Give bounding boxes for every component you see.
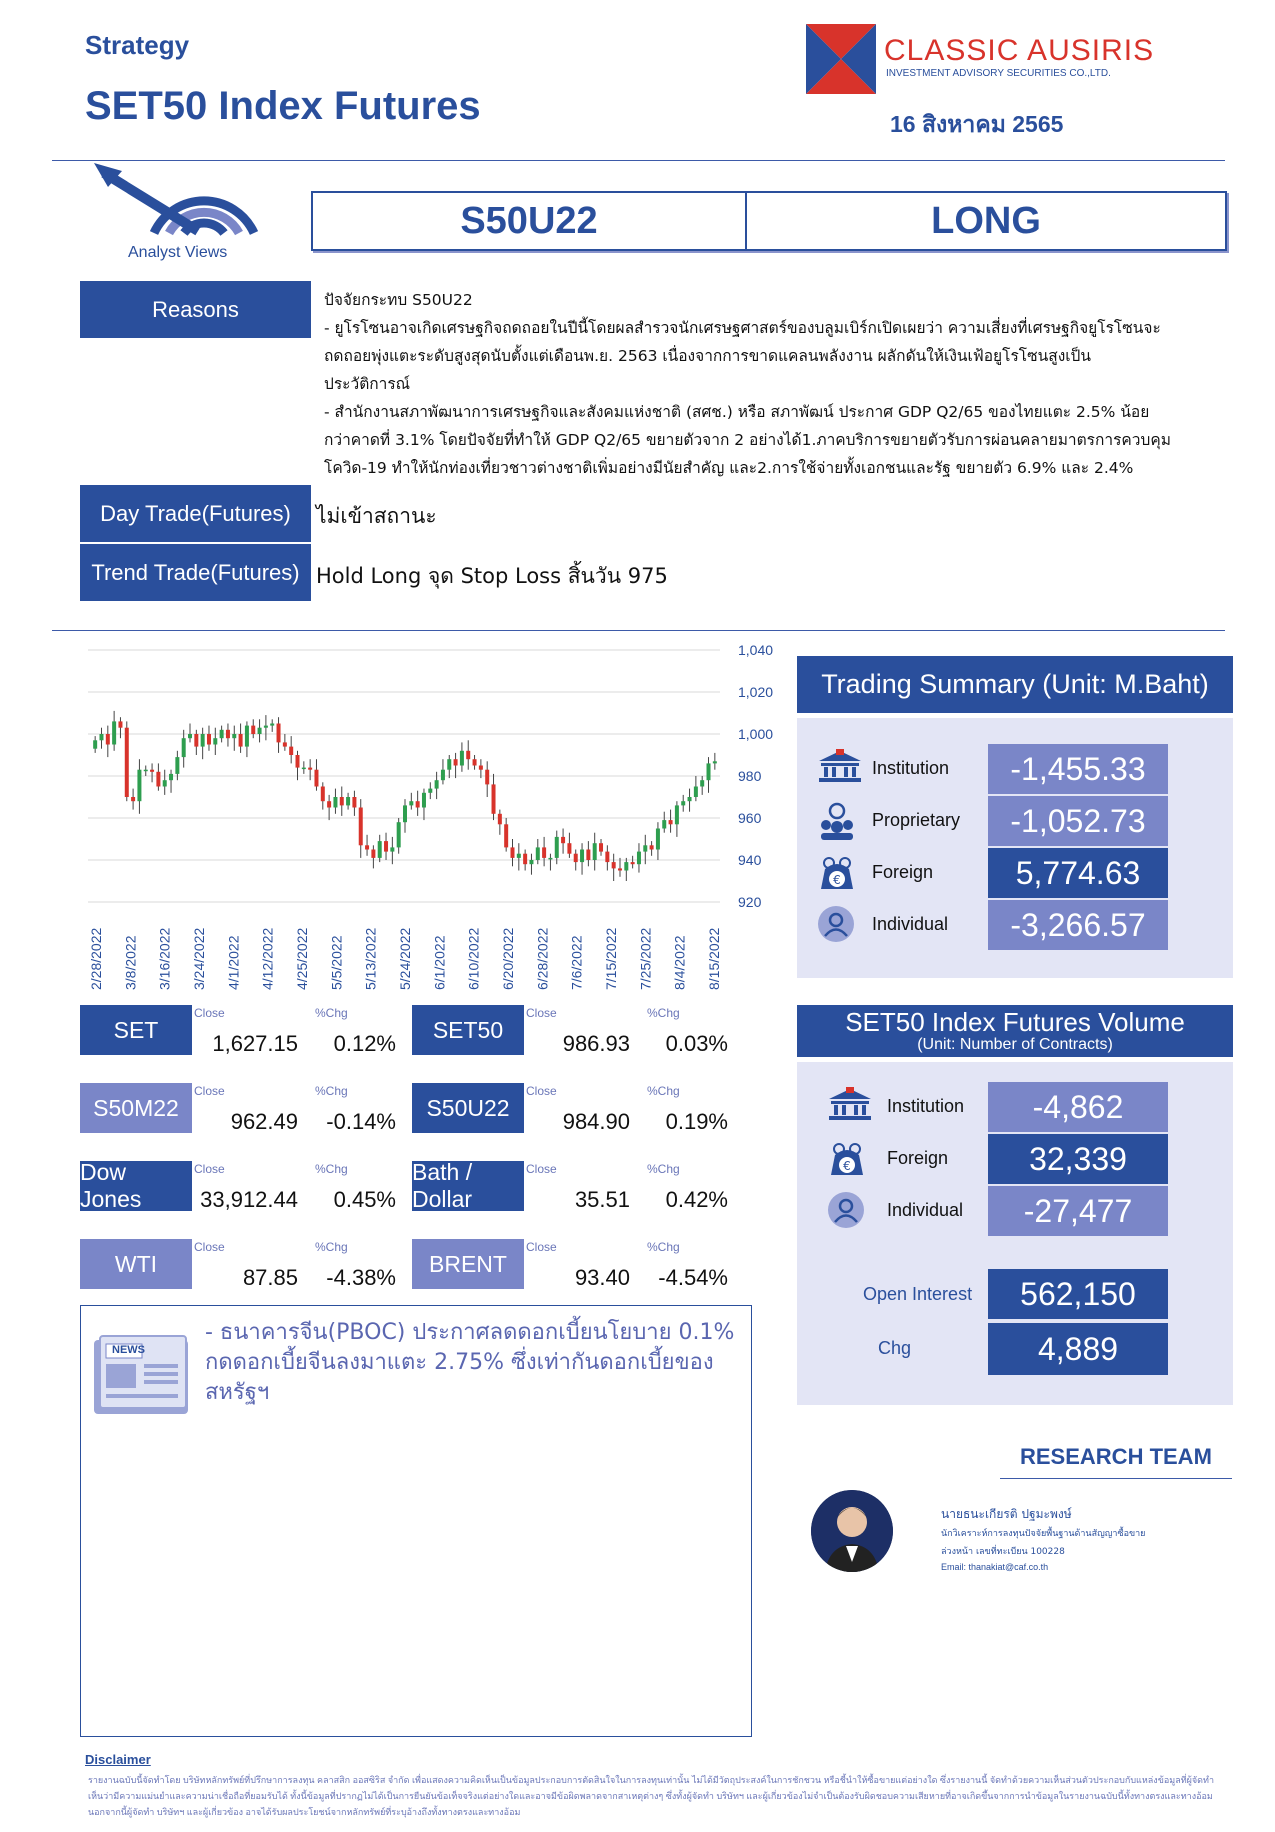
disclaimer-line: นอกจากนี้ผู้จัดทำ บริษัทฯ และผู้เกี่ยวข้อง อาจได้รับผลประโยชน์จากหลักทรัพย์ที่ระบุอ้างถึงทั้งทางตรงและทางอ้อม xyxy=(88,1807,521,1817)
person-icon xyxy=(827,1191,865,1233)
row-value: 32,339 xyxy=(988,1134,1168,1184)
candle-body xyxy=(289,747,293,755)
y-tick-label: 980 xyxy=(738,768,762,784)
candle-body xyxy=(555,837,559,858)
x-tick-label: 7/15/2022 xyxy=(603,927,619,990)
candle-body xyxy=(346,797,350,805)
position-symbol: S50U22 xyxy=(313,193,747,249)
x-tick-label: 5/5/2022 xyxy=(328,935,345,990)
candle-body xyxy=(479,766,483,770)
market-name: WTI xyxy=(80,1239,192,1289)
candle-body xyxy=(586,850,590,861)
candle-body xyxy=(359,808,363,846)
candle-body xyxy=(416,801,420,807)
candle-body xyxy=(106,734,110,745)
x-tick-label: 4/25/2022 xyxy=(294,927,310,990)
reasons-label: Reasons xyxy=(80,281,311,338)
candle-body xyxy=(529,860,533,864)
y-tick-label: 1,000 xyxy=(738,726,774,742)
brand-subtitle: INVESTMENT ADVISORY SECURITIES CO.,LTD. xyxy=(886,68,1111,79)
open-interest-label: Open Interest xyxy=(863,1284,973,1304)
chg-value: 4,889 xyxy=(988,1323,1168,1375)
disclaimer-line: เห็นว่ามีความแม่นยำและความน่าเชื่อถือที่ยอมรับได้ ทั้งนี้ข้อมูลที่ปรากฏไม่ได้เป็นการยืนยันข้อเท็จจริงแต่อย่างใดและอาจมีข้อผิดพลาดจากสาเหตุต่างๆ ซึ่งทั้งผู้จัดทำ บริษัทฯ และผู้เกี่ยวข้องไม่จำเป็นต้องรับผิดชอบความเสียหายที่อาจเกิดขึ้นจากการนำข้อมูลในรายงานฉบับนี้ทั้งทางตรงและทางอ้อม xyxy=(88,1791,1213,1801)
disclaimer-line: รายงานฉบับนี้จัดทำโดย บริษัทหลักทรัพย์ที่ปรึกษาการลงทุน คลาสสิก ออสซิริส จำกัด เพื่อแสดงความคิดเห็นเป็นข้อมูลประกอบการตัดสินใจในการลงทุนเท่านั้น ไม่ได้มีวัตถุประสงค์ในการชักชวน หรือชี้นำให้ซื้อขายแต่อย่างใด ซึ่งรายงานนี้ จัดทำด้วยความเห็นส่วนตัวประกอบกับแหล่งข้อมูลที่ผู้จัดทำ xyxy=(88,1775,1215,1785)
candle-body xyxy=(504,824,508,847)
candle-body xyxy=(277,724,281,743)
x-tick-label: 7/25/2022 xyxy=(637,927,654,990)
reason-line: โควิด-19 ทำให้นักท่องเที่ยวชาวต่างชาติเพิ่มอย่างมีนัยสำคัญ และ2.การใช้จ่ายทั้งเอกชนและรัฐ ขยายตัว 6.9% และ 2.4% xyxy=(324,459,1134,477)
x-tick-label: 4/12/2022 xyxy=(259,927,276,990)
candle-body xyxy=(669,820,673,824)
y-tick-label: 1,020 xyxy=(738,684,774,700)
row-label: Institution xyxy=(887,1096,965,1116)
x-tick-label: 7/6/2022 xyxy=(568,935,585,990)
candle-body xyxy=(220,730,224,738)
chg-value: 0.42% xyxy=(665,1187,728,1212)
y-tick-label: 1,040 xyxy=(738,642,774,658)
x-tick-label: 6/28/2022 xyxy=(534,927,551,990)
candle-body xyxy=(340,797,344,805)
candle-body xyxy=(403,805,407,822)
candle-body xyxy=(194,734,198,747)
money-bag-icon xyxy=(817,853,857,897)
candle-body xyxy=(409,801,413,805)
x-tick-label: 6/20/2022 xyxy=(500,927,516,990)
candle-body xyxy=(352,797,356,808)
brand-name: CLASSIC AUSIRIS xyxy=(884,34,1155,67)
candle-body xyxy=(390,847,394,851)
candle-body xyxy=(536,847,540,860)
y-tick-label: 940 xyxy=(738,852,762,868)
reason-line: ประวัติการณ์ xyxy=(324,375,411,393)
row-label: Individual xyxy=(887,1200,964,1220)
candle-body xyxy=(207,734,211,745)
position-box xyxy=(311,191,1227,251)
futures-volume-subtitle: (Unit: Number of Contracts) xyxy=(917,1036,1113,1053)
candle-body xyxy=(466,751,470,759)
close-caption: Close xyxy=(526,1006,557,1020)
candle-body xyxy=(112,721,116,744)
candle-body xyxy=(365,845,369,849)
candle-body xyxy=(182,738,186,757)
news-icon-label: NEWS xyxy=(112,1344,145,1356)
market-name: Bath / Dollar xyxy=(412,1161,524,1211)
candle-body xyxy=(137,770,141,802)
disclaimer-title: Disclaimer xyxy=(85,1752,151,1767)
candle-body xyxy=(574,854,578,862)
chg-value: 0.12% xyxy=(333,1031,396,1056)
x-tick-label: 4/1/2022 xyxy=(225,935,242,990)
market-name: S50M22 xyxy=(80,1083,192,1133)
candle-body xyxy=(378,841,382,858)
candle-body xyxy=(510,847,514,858)
reason-line: ปัจจัยกระทบ S50U22 xyxy=(324,291,473,309)
candle-body xyxy=(264,726,268,728)
candle-body xyxy=(327,801,331,807)
futures-volume-header xyxy=(797,1005,1233,1057)
candle-body xyxy=(239,734,243,747)
candle-body xyxy=(580,850,584,863)
candle-body xyxy=(688,797,692,801)
x-tick-label: 3/16/2022 xyxy=(156,927,173,990)
candle-body xyxy=(435,780,439,788)
brand-logo xyxy=(806,24,876,94)
x-tick-label: 3/24/2022 xyxy=(191,927,207,990)
candle-body xyxy=(245,726,249,747)
close-value: 962.49 xyxy=(230,1109,298,1134)
candle-body xyxy=(460,751,464,766)
x-tick-label: 2/28/2022 xyxy=(88,927,104,990)
open-interest-value: 562,150 xyxy=(988,1269,1168,1319)
candle-body xyxy=(548,858,552,860)
candle-body xyxy=(656,829,660,850)
chg-caption: %Chg xyxy=(647,1084,680,1098)
candle-body xyxy=(422,793,426,808)
row-label: Individual xyxy=(872,914,949,934)
y-tick-label: 920 xyxy=(738,894,762,910)
day-trade-label: Day Trade(Futures) xyxy=(80,485,311,542)
row-value: -27,477 xyxy=(988,1186,1168,1236)
candle-body xyxy=(308,768,312,770)
candle-body xyxy=(700,780,704,786)
row-label: Foreign xyxy=(887,1148,949,1168)
row-value: -4,862 xyxy=(988,1082,1168,1132)
candle-body xyxy=(93,740,97,748)
svg-text:€: € xyxy=(843,1159,851,1173)
candle-body xyxy=(156,772,160,787)
candle-body xyxy=(523,854,527,865)
analyst-avatar xyxy=(811,1490,893,1572)
close-value: 35.51 xyxy=(574,1187,630,1212)
close-value: 986.93 xyxy=(562,1031,630,1056)
market-name: SET50 xyxy=(412,1005,524,1055)
candle-body xyxy=(713,761,717,763)
disclaimer-text xyxy=(88,1772,1248,1820)
chg-caption: %Chg xyxy=(315,1240,348,1254)
close-caption: Close xyxy=(526,1240,557,1254)
bank-icon xyxy=(817,749,863,787)
trading-summary-header xyxy=(797,656,1233,713)
row-label: Institution xyxy=(872,758,950,778)
candle-body xyxy=(561,837,565,843)
candle-body xyxy=(283,742,287,746)
close-value: 984.90 xyxy=(562,1109,630,1134)
candle-body xyxy=(99,734,103,740)
candle-body xyxy=(175,757,179,774)
x-tick-label: 5/24/2022 xyxy=(397,927,413,990)
row-label: Foreign xyxy=(872,862,934,882)
price-chart xyxy=(78,640,798,995)
candle-body xyxy=(637,852,641,865)
trading-summary-title: Trading Summary (Unit: M.Baht) xyxy=(821,669,1209,699)
candle-body xyxy=(428,789,432,793)
chg-caption: %Chg xyxy=(315,1162,348,1176)
market-name: SET xyxy=(80,1005,192,1055)
reason-line: - ยูโรโซนอาจเกิดเศรษฐกิจถดถอยในปีนี้โดยผลสำรวจนักเศรษฐศาสตร์ของบลูมเบิร์กเปิดเผยว่า ความเสี่ยงที่เศรษฐกิจยูโรโซนจะ xyxy=(324,319,1161,337)
candle-body xyxy=(707,763,711,780)
page-title: SET50 Index Futures xyxy=(85,84,481,128)
close-value: 33,912.44 xyxy=(200,1187,298,1212)
candle-body xyxy=(517,854,521,858)
chg-value: -4.38% xyxy=(326,1265,396,1290)
section-divider xyxy=(52,630,1225,631)
chg-caption: %Chg xyxy=(647,1162,680,1176)
candle-body xyxy=(131,797,135,801)
research-team-title: RESEARCH TEAM xyxy=(1020,1444,1212,1469)
close-caption: Close xyxy=(526,1084,557,1098)
candle-body xyxy=(454,759,458,765)
analyst-license: ล่วงหน้า เลขที่ทะเบียน 100228 xyxy=(941,1547,1065,1557)
candle-body xyxy=(492,784,496,813)
x-tick-label: 8/15/2022 xyxy=(706,927,722,990)
futures-volume-title: SET50 Index Futures Volume xyxy=(845,1007,1185,1037)
candle-body xyxy=(163,780,167,786)
money-bag-icon xyxy=(827,1139,867,1183)
row-value: 5,774.63 xyxy=(988,848,1168,898)
candle-body xyxy=(169,774,173,780)
trend-trade-label: Trend Trade(Futures) xyxy=(80,544,311,601)
people-group-icon xyxy=(817,801,857,845)
close-caption: Close xyxy=(526,1162,557,1176)
chg-value: -0.14% xyxy=(326,1109,396,1134)
row-value: -1,455.33 xyxy=(988,744,1168,794)
close-value: 1,627.15 xyxy=(212,1031,298,1056)
candle-body xyxy=(296,755,300,768)
header-divider xyxy=(52,160,1225,161)
candle-body xyxy=(150,770,154,772)
chg-caption: %Chg xyxy=(315,1006,348,1020)
candle-body xyxy=(270,724,274,726)
close-value: 93.40 xyxy=(574,1265,630,1290)
y-tick-label: 960 xyxy=(738,810,762,826)
candle-body xyxy=(599,843,603,851)
candle-body xyxy=(201,734,205,747)
row-value: -1,052.73 xyxy=(988,796,1168,846)
candle-body xyxy=(612,862,616,868)
chg-label: Chg xyxy=(878,1338,912,1358)
market-name: S50U22 xyxy=(412,1083,524,1133)
svg-text:€: € xyxy=(833,873,841,887)
candle-body xyxy=(542,847,546,858)
x-tick-label: 5/13/2022 xyxy=(362,927,379,990)
person-icon xyxy=(817,905,855,947)
research-divider xyxy=(1000,1478,1232,1479)
chg-value: 0.45% xyxy=(333,1187,396,1212)
analyst-email: Email: thanakiat@caf.co.th xyxy=(941,1562,1049,1572)
candle-body xyxy=(232,734,236,738)
chg-caption: %Chg xyxy=(647,1240,680,1254)
x-tick-label: 6/10/2022 xyxy=(465,927,482,990)
report-date: 16 สิงหาคม 2565 xyxy=(890,111,1064,137)
candle-body xyxy=(485,770,489,785)
candle-body xyxy=(397,822,401,847)
analyst-name: นายธนะเกียรติ ปฐมะพงษ์ xyxy=(941,1507,1072,1521)
candle-body xyxy=(441,770,445,781)
candle-body xyxy=(188,734,192,738)
x-tick-label: 3/8/2022 xyxy=(122,935,139,990)
candle-body xyxy=(498,814,502,825)
close-caption: Close xyxy=(194,1084,225,1098)
reason-line: กว่าคาดที่ 3.1% โดยปัจจัยที่ทำให้ GDP Q2/65 ขยายตัวจาก 2 อย่างได้1.ภาคบริการขยายตัวรับการผ่อนคลายมาตรการควบคุม xyxy=(324,431,1171,449)
analyst-role: นักวิเคราะห์การลงทุนปัจจัยพื้นฐานด้านสัญญาซื้อขาย xyxy=(941,1529,1146,1539)
candle-body xyxy=(643,845,647,851)
chg-value: 0.03% xyxy=(665,1031,728,1056)
candle-body xyxy=(605,852,609,863)
trend-trade-text: Hold Long จุด Stop Loss สิ้นวัน 975 xyxy=(316,564,668,588)
candle-body xyxy=(384,841,388,852)
candle-body xyxy=(314,770,318,787)
analyst-views-text: Analyst Views xyxy=(128,244,228,261)
close-value: 87.85 xyxy=(242,1265,298,1290)
candle-body xyxy=(618,868,622,870)
candle-body xyxy=(125,728,129,797)
day-trade-text: ไม่เข้าสถานะ xyxy=(316,504,437,528)
candle-body xyxy=(650,845,654,849)
candlestick-chart xyxy=(78,640,798,995)
row-label: Proprietary xyxy=(872,810,961,830)
candle-body xyxy=(447,759,451,770)
reason-line: ถดถอยพุ่งแตะระดับสูงสุดนับตั้งแต่เดือนพ.ย. 2563 เนื่องจากการขาดแคลนพลังงาน ผลักดันให้เงินเฟ้อยูโรโซนสูงเป็น xyxy=(324,347,1091,365)
chg-caption: %Chg xyxy=(647,1006,680,1020)
candle-body xyxy=(675,805,679,824)
chg-value: 0.19% xyxy=(665,1109,728,1134)
candle-body xyxy=(213,738,217,744)
candle-body xyxy=(144,770,148,772)
candle-body xyxy=(333,797,337,808)
candle-body xyxy=(258,728,262,734)
x-tick-label: 8/4/2022 xyxy=(671,935,688,990)
candle-body xyxy=(694,787,698,798)
news-text: - ธนาคารจีน(PBOC) ประกาศลดดอกเบี้ยนโยบาย 0.1% กดดอกเบี้ยจีนลงมาแตะ 2.75% ซึ่งเท่ากันดอกเบี้ยของสหรัฐฯ xyxy=(205,1320,735,1405)
candle-body xyxy=(251,726,255,734)
position-direction: LONG xyxy=(931,199,1041,242)
candle-body xyxy=(118,721,122,727)
candle-body xyxy=(624,862,628,870)
candle-body xyxy=(226,730,230,738)
market-name: Dow Jones xyxy=(80,1161,192,1211)
section-kicker: Strategy xyxy=(85,30,190,60)
candle-body xyxy=(567,843,571,854)
reason-line: - สำนักงานสภาพัฒนาการเศรษฐกิจและสังคมแห่งชาติ (สศช.) หรือ สภาพัฒน์ ประกาศ GDP Q2/65 ของไทยแตะ 2.5% น้อย xyxy=(324,403,1150,421)
market-name: BRENT xyxy=(412,1239,524,1289)
candle-body xyxy=(473,759,477,765)
candle-body xyxy=(593,843,597,860)
x-tick-label: 6/1/2022 xyxy=(431,935,448,990)
candle-body xyxy=(631,862,635,864)
candle-body xyxy=(681,801,685,805)
close-caption: Close xyxy=(194,1162,225,1176)
close-caption: Close xyxy=(194,1240,225,1254)
reasons-text xyxy=(324,286,1244,482)
chg-caption: %Chg xyxy=(315,1084,348,1098)
candle-body xyxy=(371,850,375,858)
row-value: -3,266.57 xyxy=(988,900,1168,950)
candle-body xyxy=(662,820,666,828)
bank-icon xyxy=(827,1087,873,1125)
close-caption: Close xyxy=(194,1006,225,1020)
candle-body xyxy=(321,787,325,802)
candle-body xyxy=(302,768,306,770)
chg-value: -4.54% xyxy=(658,1265,728,1290)
